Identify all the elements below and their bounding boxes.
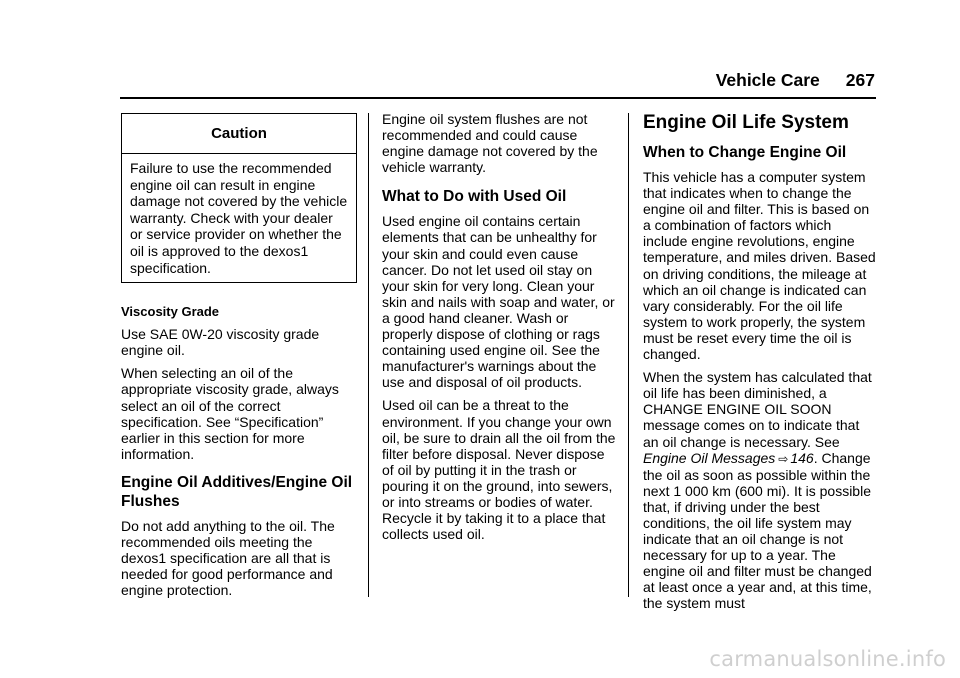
- additives-heading: Engine Oil Additives/Engine Oil Flushes: [121, 473, 353, 510]
- additives-paragraph: Do not add anything to the oil. The recommended oils meeting the dexos1 specification are all that is needed for good performance and engine protection.: [121, 517, 335, 599]
- used-oil-paragraph-1: Used engine oil contains certain elements that can be unhealthy for your skin and could even cause cancer. Do not let used oil stay on your skin for very long. Clean your skin and nails with soap and water, or a good hand cleaner. Wash or properly dispose of clothing or rags containing used engine oil. See the manufacturer's warnings about the use and disposal of oil products.: [382, 213, 615, 391]
- column-3: [643, 111, 878, 619]
- column-divider-2: [628, 113, 629, 597]
- viscosity-paragraph-2: When selecting an oil of the appropriate viscosity grade, always select an oil of the correct specification. See “Specification” earlier in this section for more information.: [121, 365, 339, 462]
- flush-paragraph: Engine oil system flushes are not recommended and could cause engine damage not covered by the vehicle warranty.: [382, 111, 598, 176]
- engine-oil-messages-link[interactable]: Engine Oil Messages: [643, 449, 776, 466]
- watermark: carmanualsonline.info: [709, 647, 946, 671]
- section-title: Vehicle Care: [715, 70, 820, 90]
- caution-body: Failure to use the recommended engine oil can result in engine damage not covered by the vehicle warranty. Check with your dealer or service provider on whether the oil is approved to the dexos1 specification.: [130, 160, 348, 276]
- column-divider-1: [368, 113, 369, 597]
- page-reference-number[interactable]: 146: [790, 449, 814, 466]
- header-rule: [120, 97, 876, 99]
- page-reference-arrow-icon: ⇨: [778, 451, 789, 466]
- xref-period: .: [813, 449, 818, 466]
- column-1: [121, 111, 356, 605]
- oil-life-paragraph-2-end: Change the oil as soon as possible within the next 1 000 km (600 mi). It is possible that, if driving under the best conditions, the oil life system may indicate that an oil change is not necessary for up to a year. The engine oil and filter must be changed at least once a year and, at this time, the system must: [643, 449, 872, 612]
- viscosity-grade-heading: Viscosity Grade: [121, 304, 220, 320]
- page-number: 267: [845, 70, 875, 90]
- used-oil-paragraph-2: Used oil can be a threat to the environment. If you change your own oil, be sure to drain all the oil from the filter before disposal. Never dispose of oil by putting it in the trash or pouring it on the ground, into sewers, or into streams or bodies of water. Recycle it by taking it to a place that collects used oil.: [382, 397, 616, 543]
- used-oil-heading: What to Do with Used Oil: [382, 188, 567, 206]
- column-2: [382, 111, 616, 549]
- oil-life-paragraph-1: This vehicle has a computer system that indicates when to change the engine oil and filter. This is based on a combination of factors which include engine revolutions, engine temperature, and miles driven. Based on driving conditions, the mileage at which an oil change is indicated can vary considerably. For the oil life system to work properly, the system must be reset every time the oil is changed.: [643, 169, 876, 363]
- caution-box: [121, 113, 357, 283]
- viscosity-paragraph-1: Use SAE 0W-20 viscosity grade engine oil.: [121, 326, 320, 359]
- caution-title: Caution: [122, 114, 356, 154]
- oil-life-paragraph-2: [643, 369, 878, 611]
- oil-life-system-heading: Engine Oil Life System: [643, 112, 849, 133]
- oil-life-paragraph-2-start: When the system has calculated that oil life has been diminished, a CHANGE ENGINE OIL SOON message comes on to indicate that an oil change is necessary. See: [643, 369, 872, 450]
- page-header: [0, 68, 875, 92]
- when-to-change-heading: When to Change Engine Oil: [643, 144, 847, 161]
